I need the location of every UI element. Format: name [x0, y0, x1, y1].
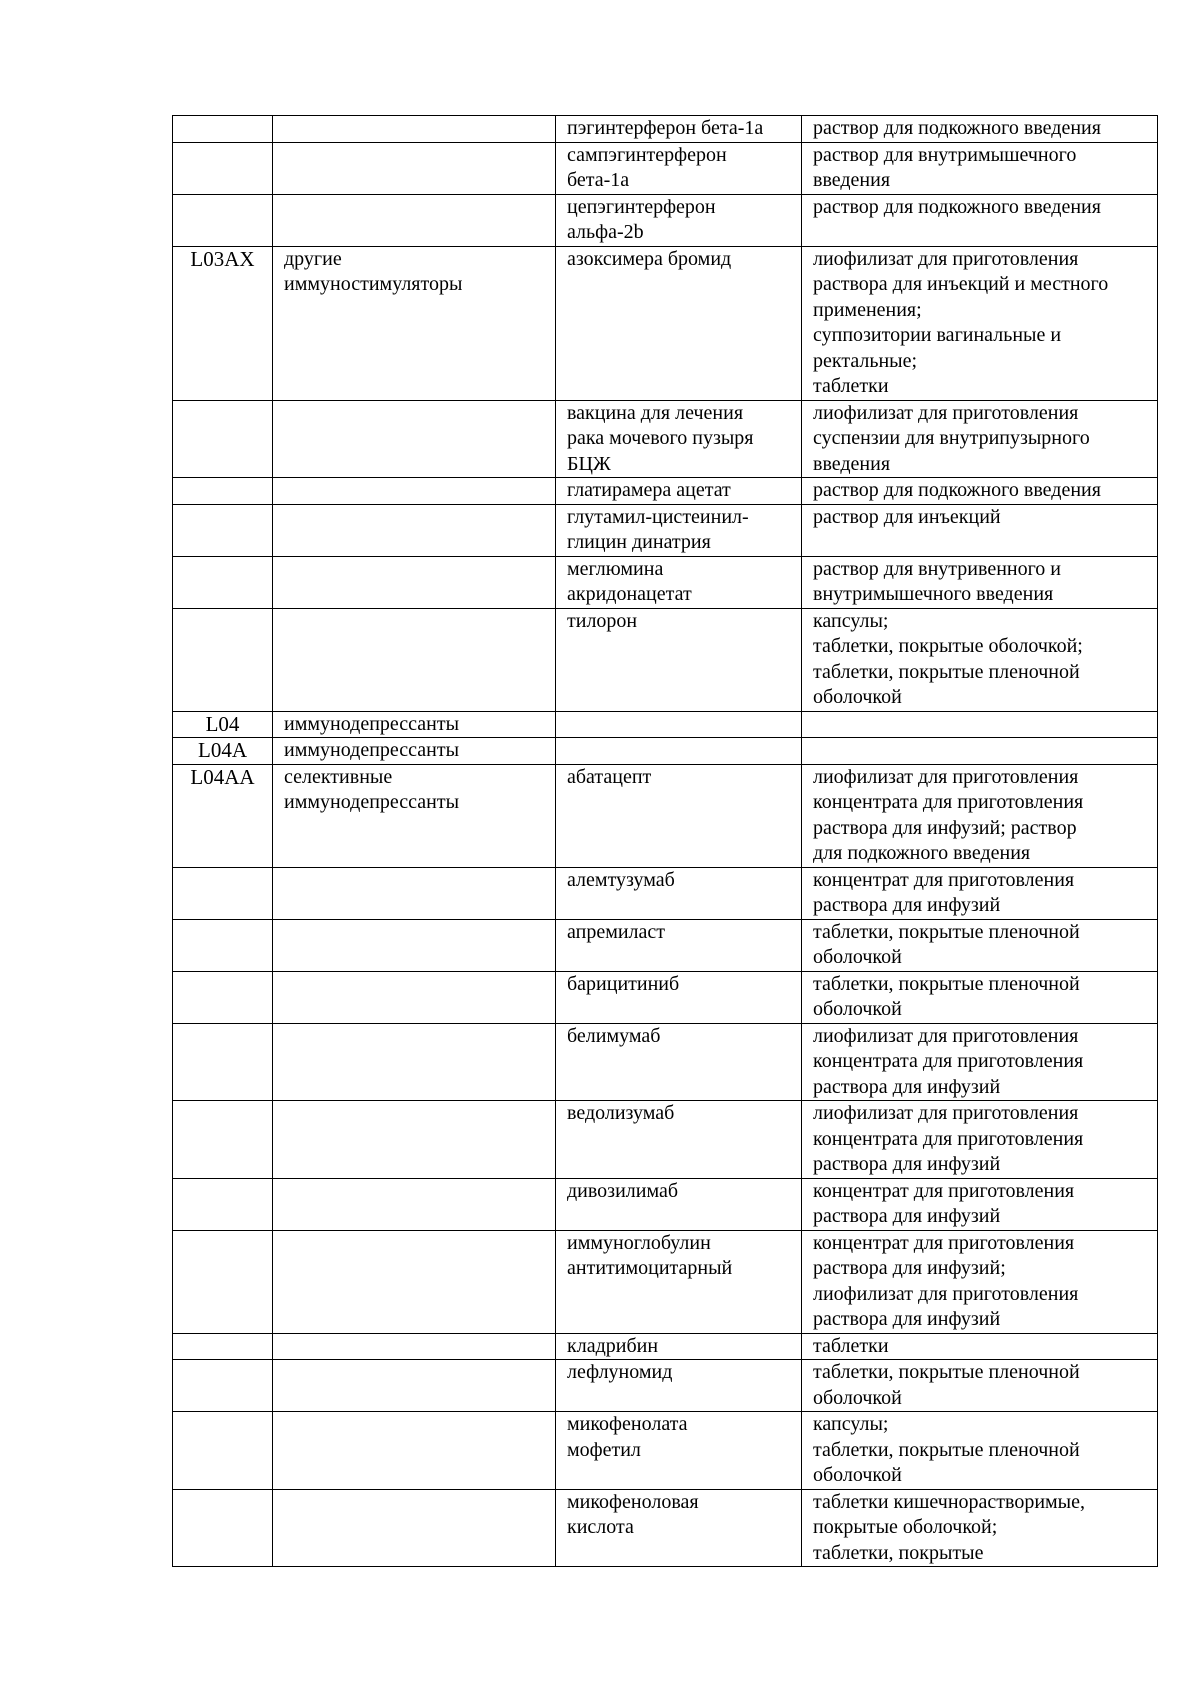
- dosage-form-cell: лиофилизат для приготовления концентрата для приготовления раствора для инфузий; раствор для подкожного введения: [802, 764, 1158, 867]
- substance-name-cell: [556, 711, 802, 738]
- atc-code-cell: [173, 1101, 273, 1179]
- dosage-form-cell: лиофилизат для приготовления суспензии для внутрипузырного введения: [802, 400, 1158, 478]
- atc-code-cell: [173, 608, 273, 711]
- pharmacological-group-cell: [273, 1360, 556, 1412]
- atc-code-cell: [173, 556, 273, 608]
- table-row: [173, 1178, 1158, 1230]
- substance-name-cell: меглюмина акридонацетат: [556, 556, 802, 608]
- atc-code-cell: [173, 1023, 273, 1101]
- dosage-form-cell: раствор для подкожного введения: [802, 478, 1158, 505]
- atc-code-cell: [173, 919, 273, 971]
- pharmacological-group-cell: [273, 142, 556, 194]
- table-row: [173, 1333, 1158, 1360]
- atc-code-cell: [173, 504, 273, 556]
- table-row: [173, 971, 1158, 1023]
- pharmacological-group-cell: [273, 556, 556, 608]
- substance-name-cell: иммуноглобулин антитимоцитарный: [556, 1230, 802, 1333]
- substance-name-cell: микофенолата мофетил: [556, 1412, 802, 1490]
- table-row: [173, 246, 1158, 400]
- medication-table-body: [173, 116, 1158, 1567]
- dosage-form-cell: лиофилизат для приготовления концентрата для приготовления раствора для инфузий: [802, 1101, 1158, 1179]
- atc-code-cell: [173, 1178, 273, 1230]
- atc-code-cell: [173, 116, 273, 143]
- atc-code-cell: [173, 1333, 273, 1360]
- pharmacological-group-cell: [273, 116, 556, 143]
- atc-code-cell: [173, 1230, 273, 1333]
- substance-name-cell: дивозилимаб: [556, 1178, 802, 1230]
- atc-code-cell: [173, 400, 273, 478]
- atc-code-cell: L04: [173, 711, 273, 738]
- atc-code-cell: [173, 1489, 273, 1567]
- dosage-form-cell: капсулы; таблетки, покрытые пленочной оболочкой: [802, 1412, 1158, 1490]
- dosage-form-cell: [802, 738, 1158, 765]
- pharmacological-group-cell: [273, 504, 556, 556]
- table-row: [173, 711, 1158, 738]
- pharmacological-group-cell: иммунодепрессанты: [273, 738, 556, 765]
- atc-code-cell: [173, 1360, 273, 1412]
- atc-code-cell: [173, 971, 273, 1023]
- atc-code-cell: [173, 194, 273, 246]
- dosage-form-cell: капсулы; таблетки, покрытые оболочкой; таблетки, покрытые пленочной оболочкой: [802, 608, 1158, 711]
- dosage-form-cell: раствор для подкожного введения: [802, 194, 1158, 246]
- atc-code-cell: [173, 142, 273, 194]
- table-row: [173, 116, 1158, 143]
- dosage-form-cell: раствор для внутривенного и внутримышечного введения: [802, 556, 1158, 608]
- substance-name-cell: цепэгинтерферон альфа-2b: [556, 194, 802, 246]
- atc-code-cell: [173, 867, 273, 919]
- atc-code-cell: L04A: [173, 738, 273, 765]
- table-row: [173, 764, 1158, 867]
- substance-name-cell: тилорон: [556, 608, 802, 711]
- dosage-form-cell: раствор для подкожного введения: [802, 116, 1158, 143]
- pharmacological-group-cell: иммунодепрессанты: [273, 711, 556, 738]
- table-row: [173, 1101, 1158, 1179]
- table-row: [173, 608, 1158, 711]
- table-row: [173, 142, 1158, 194]
- pharmacological-group-cell: селективные иммунодепрессанты: [273, 764, 556, 867]
- dosage-form-cell: таблетки кишечнорастворимые, покрытые оболочкой; таблетки, покрытые: [802, 1489, 1158, 1567]
- dosage-form-cell: [802, 711, 1158, 738]
- table-row: [173, 400, 1158, 478]
- pharmacological-group-cell: [273, 1101, 556, 1179]
- dosage-form-cell: концентрат для приготовления раствора для инфузий; лиофилизат для приготовления раствора для инфузий: [802, 1230, 1158, 1333]
- pharmacological-group-cell: [273, 1178, 556, 1230]
- table-row: [173, 478, 1158, 505]
- table-row: [173, 194, 1158, 246]
- substance-name-cell: глутамил-цистеинил- глицин динатрия: [556, 504, 802, 556]
- dosage-form-cell: лиофилизат для приготовления концентрата для приготовления раствора для инфузий: [802, 1023, 1158, 1101]
- table-row: [173, 1489, 1158, 1567]
- pharmacological-group-cell: [273, 608, 556, 711]
- dosage-form-cell: концентрат для приготовления раствора для инфузий: [802, 867, 1158, 919]
- dosage-form-cell: лиофилизат для приготовления раствора для инъекций и местного применения; суппозитории вагинальные и ректальные; таблетки: [802, 246, 1158, 400]
- atc-code-cell: [173, 478, 273, 505]
- table-row: [173, 556, 1158, 608]
- table-row: [173, 1412, 1158, 1490]
- substance-name-cell: вакцина для лечения рака мочевого пузыря БЦЖ: [556, 400, 802, 478]
- pharmacological-group-cell: [273, 1489, 556, 1567]
- substance-name-cell: апремиласт: [556, 919, 802, 971]
- table-row: [173, 919, 1158, 971]
- substance-name-cell: лефлуномид: [556, 1360, 802, 1412]
- substance-name-cell: абатацепт: [556, 764, 802, 867]
- dosage-form-cell: таблетки, покрытые пленочной оболочкой: [802, 1360, 1158, 1412]
- atc-code-cell: L04AA: [173, 764, 273, 867]
- pharmacological-group-cell: [273, 867, 556, 919]
- dosage-form-cell: раствор для инъекций: [802, 504, 1158, 556]
- substance-name-cell: глатирамера ацетат: [556, 478, 802, 505]
- substance-name-cell: белимумаб: [556, 1023, 802, 1101]
- dosage-form-cell: раствор для внутримышечного введения: [802, 142, 1158, 194]
- substance-name-cell: ведолизумаб: [556, 1101, 802, 1179]
- table-row: [173, 1360, 1158, 1412]
- pharmacological-group-cell: [273, 1412, 556, 1490]
- table-row: [173, 1023, 1158, 1101]
- dosage-form-cell: таблетки, покрытые пленочной оболочкой: [802, 971, 1158, 1023]
- dosage-form-cell: таблетки: [802, 1333, 1158, 1360]
- dosage-form-cell: концентрат для приготовления раствора для инфузий: [802, 1178, 1158, 1230]
- pharmacological-group-cell: [273, 400, 556, 478]
- medication-table: [172, 115, 1158, 1567]
- pharmacological-group-cell: [273, 478, 556, 505]
- substance-name-cell: барицитиниб: [556, 971, 802, 1023]
- pharmacological-group-cell: [273, 971, 556, 1023]
- table-row: [173, 867, 1158, 919]
- atc-code-cell: [173, 1412, 273, 1490]
- atc-code-cell: L03AX: [173, 246, 273, 400]
- substance-name-cell: микофеноловая кислота: [556, 1489, 802, 1567]
- table-row: [173, 738, 1158, 765]
- substance-name-cell: пэгинтерферон бета-1a: [556, 116, 802, 143]
- pharmacological-group-cell: [273, 1230, 556, 1333]
- pharmacological-group-cell: [273, 1023, 556, 1101]
- substance-name-cell: кладрибин: [556, 1333, 802, 1360]
- dosage-form-cell: таблетки, покрытые пленочной оболочкой: [802, 919, 1158, 971]
- pharmacological-group-cell: [273, 194, 556, 246]
- substance-name-cell: сампэгинтерферон бета-1a: [556, 142, 802, 194]
- substance-name-cell: алемтузумаб: [556, 867, 802, 919]
- pharmacological-group-cell: [273, 1333, 556, 1360]
- table-row: [173, 504, 1158, 556]
- table-row: [173, 1230, 1158, 1333]
- pharmacological-group-cell: другие иммуностимуляторы: [273, 246, 556, 400]
- substance-name-cell: азоксимера бромид: [556, 246, 802, 400]
- substance-name-cell: [556, 738, 802, 765]
- pharmacological-group-cell: [273, 919, 556, 971]
